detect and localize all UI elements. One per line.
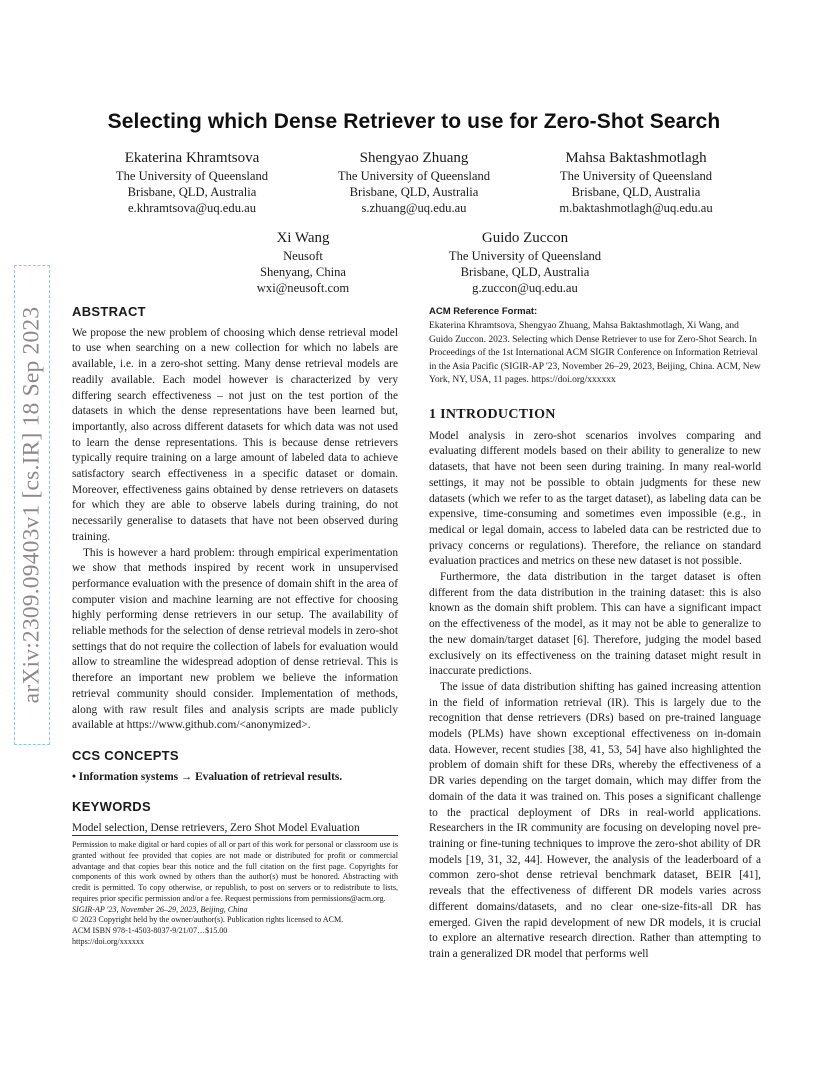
author-affiliation: The University of Queensland [115,169,269,183]
author-location: Brisbane, QLD, Australia [460,265,590,279]
author-email: s.zhuang@uq.edu.au [361,201,467,215]
venue-text: SIGIR-AP '23, November 26–29, 2023, Beijing, China [72,904,248,914]
author-location: Brisbane, QLD, Australia [349,185,479,199]
author-email: m.baktashmotlagh@uq.edu.au [559,201,713,215]
arxiv-stamp-text: arXiv:2309.09403v1 [cs.IR] 18 Sep 2023 [18,306,45,704]
author-block [425,229,625,296]
keywords-text: Model selection, Dense retrievers, Zero Shot Model Evaluation [72,822,360,835]
intro-paragraph: Furthermore, the data distribution in the target dataset is often different from the data distribution in the training dataset: this is also known as the domain shift problem. This can have a significant impact on the effectiveness of the model, as it may not be able to generalize to the new domain/target dataset [6]. Therefore, judging the model based exclusively on its effectiveness on the training dataset might result in inaccurate predictions. [429,571,761,678]
author-name: Guido Zuccon [481,230,569,246]
paper-title: Selecting which Dense Retriever to use for Zero-Shot Search [107,110,721,133]
author-affiliation: Neusoft [283,249,323,263]
permission-text: Permission to make digital or hard copies of all or part of this work for personal or classroom use is granted without fee provided that copies are not made or distributed for profit or commercial advantage and that copies bear this notice and the full citation on the first page. Copyrights for components of this work owned by others than the author(s) must be honored. Abstracting with credit is permitted. To copy otherwise, or republish, to post on servers or to redistribute to lists, requires prior specific permission and/or a fee. Request permissions from permissions@acm.org. [72,840,398,903]
author-affiliation: The University of Queensland [559,169,713,183]
permission-footnote [72,835,398,948]
ccs-heading: CCS CONCEPTS [72,747,179,763]
right-column [429,407,761,963]
author-name: Ekaterina Khramtsova [124,150,260,166]
acm-reference [429,305,761,387]
intro-paragraph: The issue of data distribution shifting has gained increasing attention in the field of information retrieval (IR). This is largely due to the recognition that dense retrievers (DRs) based on pre-trained language models (PLMs) have shown exceptional effectiveness on in-domain data. However, recent studies [38, 41, 53, 54] have also highlighted the problem of domain shift for these DRs, whereby the effectiveness of a DR varies depending on the target domain, which may differ from the domain of the data it was trained on. This poses a significant challenge to the practical deployment of DRs in real-world applications. Researchers in the IR community are focusing on developing novel pre-training or fine-tuning techniques to improve the zero-shot ability of DR models [19, 31, 32, 44]. However, the analysis of the leaderboard of a common zero-shot dense retrieval benchmark dataset, BEIR [41], reveals that the effectiveness of different DR models varies across different domains/datasets, and no clear one-size-fits-all DR has emerged. Given the rapid development of new DR models, it is crucial to explore an alternative research direction. Rather than attempting to train a generalized DR model that performs well [429,680,761,960]
author-email: wxi@neusoft.com [256,281,350,295]
left-column [72,304,398,837]
abstract-paragraph: This is however a hard problem: through empirical experimentation we show that methods inspired by recent work in unsupervised performance evaluation with the presence of domain shift in the area of computer vision and machine learning are not effective for choosing highly performing dense retrievers in our setup. The availability of reliable methods for the selection of dense retrieval models in zero-shot settings that do not require the collection of labels for evaluation would allow to streamline the widespread adoption of dense retrieval. This is therefore an important new problem we believe the information retrieval community should consider. Implementation of methods, along with raw result files and analysis scripts are made publicly available at https://www.github.com/<anonymized>. [72,546,398,732]
author-block [213,229,393,296]
abstract-paragraph: We propose the new problem of choosing which dense retrieval model to use when searching on a new collection for which no labels are available, i.e. in a zero-shot setting. Many dense retrieval models are readily available. Each model however is characterized by very differing search effectiveness – not just on the test portion of the datasets in which the dense representations have been learned but, importantly, also across different datasets for which data was not used to learn the dense representations. This is because dense retrievers typically require training on a large amount of labeled data to achieve satisfactory search effectiveness in a specific dataset or domain. Moreover, effectiveness gains obtained by dense retrievers on datasets for which they are able to observe labels during training, do not necessarily generalise to datasets that have not been observed during training. [72,326,398,543]
doi-text: https://doi.org/xxxxxx [72,936,145,946]
author-affiliation: The University of Queensland [337,169,491,183]
author-location: Brisbane, QLD, Australia [127,185,257,199]
introduction-heading: 1 INTRODUCTION [429,407,556,422]
author-email: e.khramtsova@uq.edu.au [127,201,257,215]
ccs-text: • Information systems → Evaluation of retrieval results. [72,770,343,783]
author-block [92,149,292,216]
arxiv-stamp [14,265,50,745]
author-name: Shengyao Zhuang [359,150,469,166]
copyright-text: © 2023 Copyright held by the owner/author(s). Publication rights licensed to ACM. [72,915,344,925]
acm-reference-heading: ACM Reference Format: [429,306,538,317]
acm-reference-text: Ekaterina Khramtsova, Shengyao Zhuang, Mahsa Baktashmotlagh, Xi Wang, and Guido Zuccon. 2023. Selecting which Dense Retriever to use for Zero-Shot Search. In Proceedings of the 1st International ACM SIGIR Conference on Information Retrieval in the Asia Pacific (SIGIR-AP '23, November 26–29, 2023, Beijing, China. ACM, New York, NY, USA, 11 pages. https://doi.org/xxxxxx [429,321,761,386]
author-email: g.zuccon@uq.edu.au [472,281,578,295]
abstract-heading: ABSTRACT [72,304,146,319]
author-location: Shenyang, China [259,265,347,279]
isbn-text: ACM ISBN 978-1-4503-8037-9/21/07…$15.00 [72,926,228,935]
intro-paragraph: Model analysis in zero-shot scenarios involves comparing and evaluating different models based on their ability to generalize to new datasets, that have not been seen during training. In many real-world settings, it may not be possible to obtain judgments for these new datasets (which we refer to as the target dataset), as labeling data can be expensive, time-consuming and sometimes even impossible (e.g., in medical or legal domain, access to labeled data can be restricted due to privacy concerns or regulations). Therefore, the reliance on standard evaluation practices and metrics on these new dataset is not possible. [429,429,761,568]
author-block [314,149,514,216]
author-location: Brisbane, QLD, Australia [571,185,701,199]
author-name: Mahsa Baktashmotlagh [565,150,707,166]
keywords-heading: KEYWORDS [72,799,151,815]
author-name: Xi Wang [276,230,330,246]
author-affiliation: The University of Queensland [448,249,602,263]
author-block [536,149,736,216]
